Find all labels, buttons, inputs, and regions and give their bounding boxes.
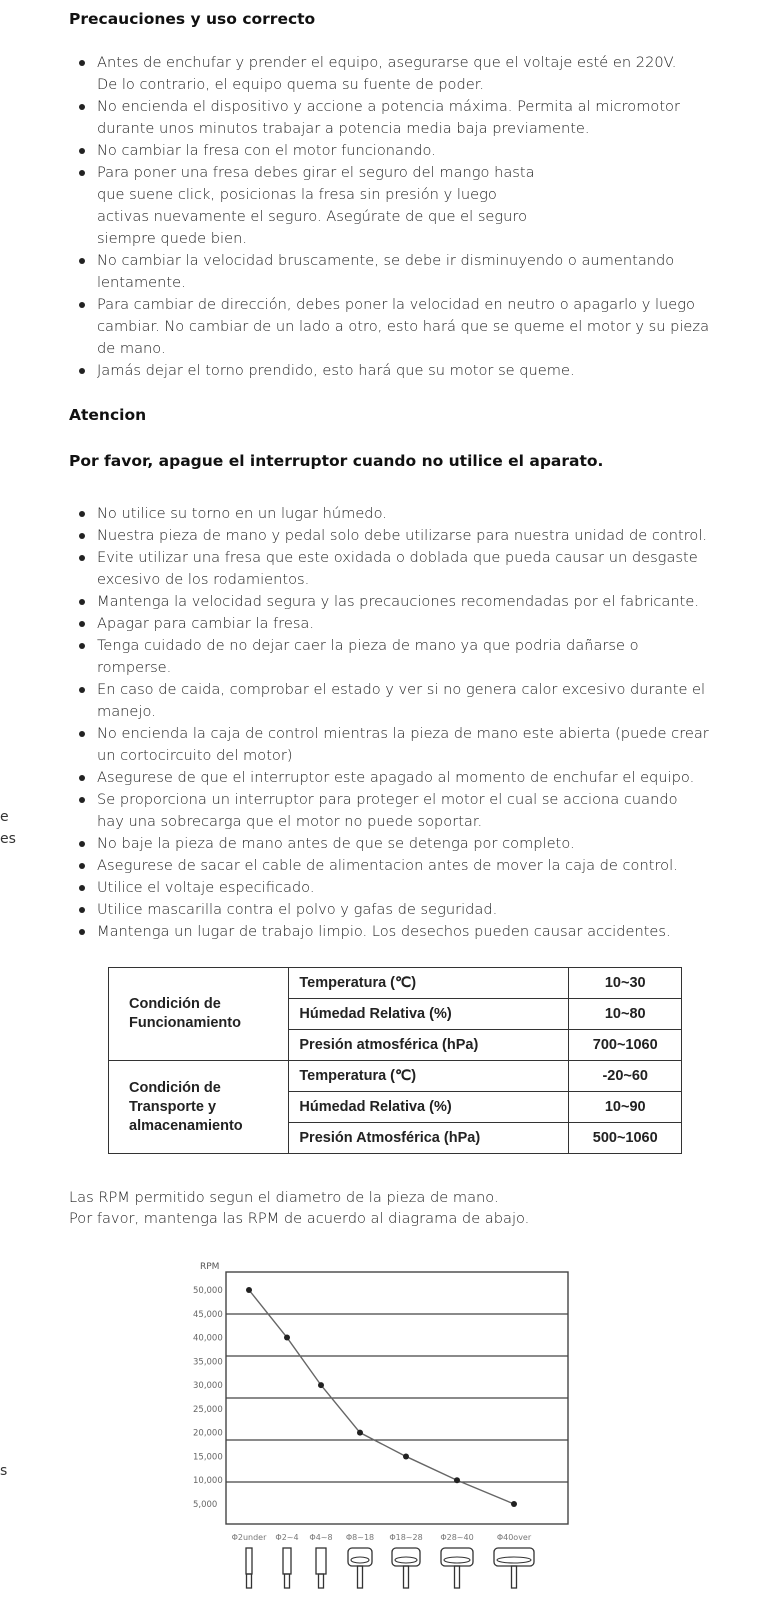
- list-item: Jamás dejar el torno prendido, esto hará que su motor se queme.: [69, 360, 729, 382]
- list-item: En caso de caida, comprobar el estado y ver si no genera calor excesivo durante el manejo.: [69, 679, 729, 723]
- list-item: Antes de enchufar y prender el equipo, asegurarse que el voltaje esté en 220V. De lo contrario, el equipo quema su fuente de poder.: [69, 52, 729, 96]
- margin-fragment: s: [0, 1463, 8, 1479]
- bur-diameter-icon: [283, 1548, 291, 1588]
- data-point: [511, 1501, 517, 1507]
- data-point: [284, 1335, 290, 1341]
- rpm-note-line-2: Por favor, mantenga las RPM de acuerdo al diagrama de abajo.: [69, 1210, 530, 1227]
- x-tick-label: Φ28~40: [440, 1533, 474, 1542]
- y-tick-label: 35,000: [193, 1357, 223, 1368]
- x-tick-label: Φ4~8: [309, 1533, 333, 1542]
- y-tick-label: 5,000: [193, 1500, 218, 1510]
- x-tick-label: Φ18~28: [389, 1533, 423, 1542]
- data-point: [454, 1477, 460, 1483]
- condition-value: 500~1060: [569, 1123, 682, 1154]
- x-tick-label: Φ2under: [231, 1533, 267, 1542]
- bur-diameter-icon: [246, 1548, 252, 1588]
- condition-parameter: Húmedad Relativa (%): [289, 1092, 569, 1123]
- precautions-list: [69, 52, 729, 382]
- table-row: [109, 1061, 682, 1092]
- rpm-chart: [180, 1260, 600, 1600]
- list-item: Mantenga la velocidad segura y las precauciones recomendadas por el fabricante.: [69, 591, 729, 613]
- y-tick-label: 50,000: [193, 1286, 223, 1296]
- data-point: [318, 1382, 324, 1388]
- condition-value: -20~60: [569, 1061, 682, 1092]
- margin-fragment: e: [0, 809, 9, 825]
- condition-value: 10~80: [569, 999, 682, 1030]
- bur-diameter-icon: [441, 1548, 473, 1588]
- list-item: Utilice el voltaje especificado.: [69, 877, 729, 899]
- list-item: Utilice mascarilla contra el polvo y gafas de seguridad.: [69, 899, 729, 921]
- bur-diameter-icon: [392, 1548, 420, 1588]
- list-item: Asegurese de que el interruptor este apagado al momento de enchufar el equipo.: [69, 767, 729, 789]
- section-title-precauciones: Precauciones y uso correcto: [69, 10, 316, 28]
- condition-value: 10~30: [569, 968, 682, 999]
- y-tick-label: 15,000: [193, 1452, 223, 1463]
- condition-parameter: Húmedad Relativa (%): [289, 999, 569, 1030]
- conditions-table: [108, 967, 682, 1154]
- list-item: No cambiar la velocidad bruscamente, se debe ir disminuyendo o aumentando lentamente.: [69, 250, 729, 294]
- y-tick-label: 10,000: [193, 1476, 223, 1487]
- condition-value: 10~90: [569, 1092, 682, 1123]
- y-tick-label: 20,000: [193, 1428, 223, 1439]
- rpm-series-line: [249, 1290, 514, 1504]
- list-item: Nuestra pieza de mano y pedal solo debe utilizarse para nuestra unidad de control.: [69, 525, 729, 547]
- list-item: No baje la pieza de mano antes de que se detenga por completo.: [69, 833, 729, 855]
- list-item: No encienda el dispositivo y accione a potencia máxima. Permita al micromotor durante unos minutos trabajar a potencia media baja previamente.: [69, 96, 729, 140]
- bur-diameter-icon: [316, 1548, 326, 1588]
- y-axis-label: RPM: [200, 1262, 220, 1272]
- data-point: [246, 1287, 252, 1293]
- list-item: No encienda la caja de control mientras la pieza de mano este abierta (puede crear un cortocircuito del motor): [69, 723, 729, 767]
- condition-parameter: Temperatura (℃): [289, 968, 569, 999]
- x-tick-label: Φ40over: [496, 1533, 532, 1542]
- data-point: [357, 1430, 363, 1436]
- list-item: Asegurese de sacar el cable de alimentacion antes de mover la caja de control.: [69, 855, 729, 877]
- condition-parameter: Presión Atmosférica (hPa): [289, 1123, 569, 1154]
- list-item: Mantenga un lugar de trabajo limpio. Los desechos pueden causar accidentes.: [69, 921, 729, 943]
- list-item: Evite utilizar una fresa que este oxidada o doblada que pueda causar un desgaste excesivo de los rodamientos.: [69, 547, 729, 591]
- y-tick-label: 30,000: [193, 1381, 223, 1392]
- list-item: Apagar para cambiar la fresa.: [69, 613, 729, 635]
- attention-list: [69, 503, 729, 943]
- table-row: [109, 968, 682, 999]
- condition-parameter: Temperatura (℃): [289, 1061, 569, 1092]
- x-tick-label: Φ8~18: [345, 1533, 375, 1542]
- y-tick-label: 25,000: [193, 1404, 223, 1415]
- margin-fragment: es: [0, 831, 16, 847]
- list-item: Se proporciona un interruptor para proteger el motor el cual se acciona cuando hay una sobrecarga que el motor no puede soportar.: [69, 789, 729, 833]
- y-tick-label: 45,000: [193, 1309, 223, 1320]
- bur-diameter-icon: [348, 1548, 372, 1588]
- x-tick-label: Φ2~4: [275, 1533, 299, 1542]
- list-item: No utilice su torno en un lugar húmedo.: [69, 503, 729, 525]
- list-item: Para cambiar de dirección, debes poner la velocidad en neutro o apagarlo y luego cambiar. No cambiar de un lado a otro, esto hará que se queme el motor y su pieza de mano.: [69, 294, 729, 360]
- condition-value: 700~1060: [569, 1030, 682, 1061]
- list-item: Tenga cuidado de no dejar caer la pieza de mano ya que podria dañarse o romperse.: [69, 635, 729, 679]
- section-subtitle-apague: Por favor, apague el interruptor cuando no utilice el aparato.: [69, 452, 604, 470]
- list-item: Para poner una fresa debes girar el seguro del mango hasta que suene click, posicionas la fresa sin presión y luego activas nuevamente el seguro. Asegúrate de que el seguro siempre quede bien.: [69, 162, 729, 250]
- list-item: No cambiar la fresa con el motor funcionando.: [69, 140, 729, 162]
- condition-group-label: Condición de Funcionamiento: [109, 968, 289, 1061]
- y-tick-label: 40,000: [193, 1333, 223, 1344]
- rpm-note-line-1: Las RPM permitido segun el diametro de la pieza de mano.: [69, 1189, 499, 1206]
- data-point: [403, 1453, 409, 1459]
- section-title-atencion: Atencion: [69, 406, 147, 424]
- condition-group-label: Condición de Transporte y almacenamiento: [109, 1061, 289, 1154]
- condition-parameter: Presión atmosférica (hPa): [289, 1030, 569, 1061]
- bur-diameter-icon: [494, 1548, 534, 1588]
- rpm-note: [69, 1187, 529, 1229]
